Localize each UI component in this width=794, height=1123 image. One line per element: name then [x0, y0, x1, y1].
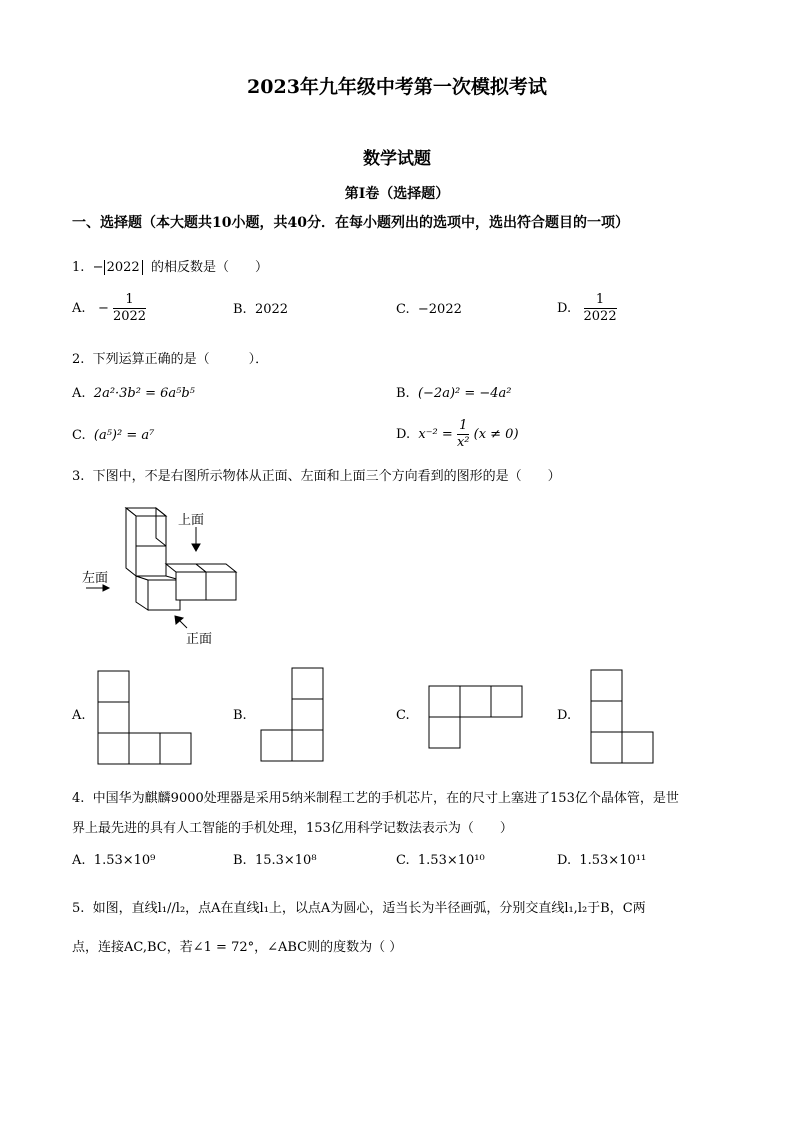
option-a-square [98, 733, 129, 764]
option-b-square [292, 668, 323, 699]
q3-option-d-label: D. [557, 708, 572, 723]
option-a-square [160, 733, 191, 764]
option-label: B. [233, 302, 247, 317]
minus-sign: − [92, 260, 104, 275]
exam-subtitle: 数学试题 [363, 149, 431, 169]
option-text: 15.3×10⁸ [254, 853, 317, 868]
option-label: D. [557, 853, 572, 868]
option-b-square [261, 730, 292, 761]
option-text: (a⁵)² = a⁷ [93, 428, 155, 443]
option-label: C. [72, 428, 86, 443]
option-label: B. [233, 853, 247, 868]
option-d-square [591, 701, 622, 732]
option-c-square [491, 686, 522, 717]
q4-option-b [233, 853, 317, 868]
q3-option-a-label: A. [72, 708, 86, 723]
q4-option-c [396, 853, 485, 868]
option-label: C. [396, 302, 410, 317]
denominator: x² [456, 435, 470, 450]
question-stem: 的相反数是（ ） [150, 260, 268, 275]
q4-option-a [72, 853, 155, 868]
numerator: 1 [584, 292, 617, 309]
q4-option-d [557, 853, 646, 868]
condition: (x ≠ 0) [473, 427, 519, 442]
label-left-view: 左面 [82, 571, 109, 586]
label-front-view: 正面 [186, 632, 213, 647]
option-label: D. [557, 301, 572, 316]
question-stem-line1: 中国华为麒麟9000处理器是采用5纳米制程工艺的手机芯片，在的尺寸上塞进了153亿个晶体管，是世 [92, 791, 679, 806]
option-text: 1.53×10⁹ [93, 853, 156, 868]
q3-option-b-label: B. [233, 708, 247, 723]
numerator: 1 [113, 292, 146, 309]
section-heading: 一、选择题（本大题共10小题，共40分．在每小题列出的选项中，选出符合题目的一项） [72, 215, 629, 231]
option-text: 2022 [254, 302, 289, 317]
question-stem: 下列运算正确的是（ ）． [92, 352, 269, 367]
question-number: 4. [72, 791, 85, 806]
option-label: C. [396, 853, 410, 868]
option-text: −2022 [417, 302, 462, 317]
question-number: 2. [72, 352, 85, 367]
minus-sign: − [97, 301, 109, 316]
question-number: 1. [72, 260, 85, 275]
option-b-square [292, 699, 323, 730]
question-stem: 下图中，不是右图所示物体从正面、左面和上面三个方向看到的图形的是（ ） [92, 469, 561, 484]
option-a-square [129, 733, 160, 764]
option-label: A. [72, 853, 86, 868]
option-label: A. [72, 301, 86, 316]
label-top-view: 上面 [178, 513, 205, 528]
question-4-line2: 界上最先进的具有人工智能的手机处理，153亿用科学记数法表示为（ ） [72, 821, 513, 836]
volume-heading: 第I卷（选择题） [344, 186, 450, 202]
equation-lhs: x⁻² = [418, 427, 453, 442]
option-c-square [429, 717, 460, 748]
option-text: 2a²·3b² = 6a⁵b⁵ [93, 386, 195, 401]
option-b-square [292, 730, 323, 761]
question-number: 5. [72, 901, 85, 916]
option-d-square [591, 732, 622, 763]
option-text: (−2a)² = −4a² [417, 386, 512, 401]
option-d-square [622, 732, 653, 763]
numerator: 1 [457, 418, 470, 435]
option-d-square [591, 670, 622, 701]
absolute-value: 2022 [104, 260, 143, 275]
option-label: B. [396, 386, 410, 401]
option-a-square [98, 702, 129, 733]
question-stem-line1: 如图，直线l₁//l₂，点A在直线l₁上，以点A为圆心，适当长为半径画弧，分别交直线l₁,l₂于B，C两 [92, 901, 646, 916]
option-text: 1.53×10¹¹ [579, 853, 647, 868]
option-label: D. [396, 427, 411, 442]
exam-title: 2023年九年级中考第一次模拟考试 [247, 76, 547, 98]
option-c-square [429, 686, 460, 717]
question-number: 3. [72, 469, 85, 484]
denominator: 2022 [583, 309, 617, 324]
question-5-line2: 点，连接AC,BC，若∠1 = 72°，∠ABC则的度数为（ ） [72, 940, 403, 955]
q3-option-c-label: C. [396, 708, 410, 723]
question-5 [72, 897, 646, 916]
question-4 [72, 787, 679, 806]
option-label: A. [72, 386, 86, 401]
option-a-square [98, 671, 129, 702]
denominator: 2022 [112, 309, 147, 324]
option-text: 1.53×10¹⁰ [417, 853, 485, 868]
option-c-square [460, 686, 491, 717]
